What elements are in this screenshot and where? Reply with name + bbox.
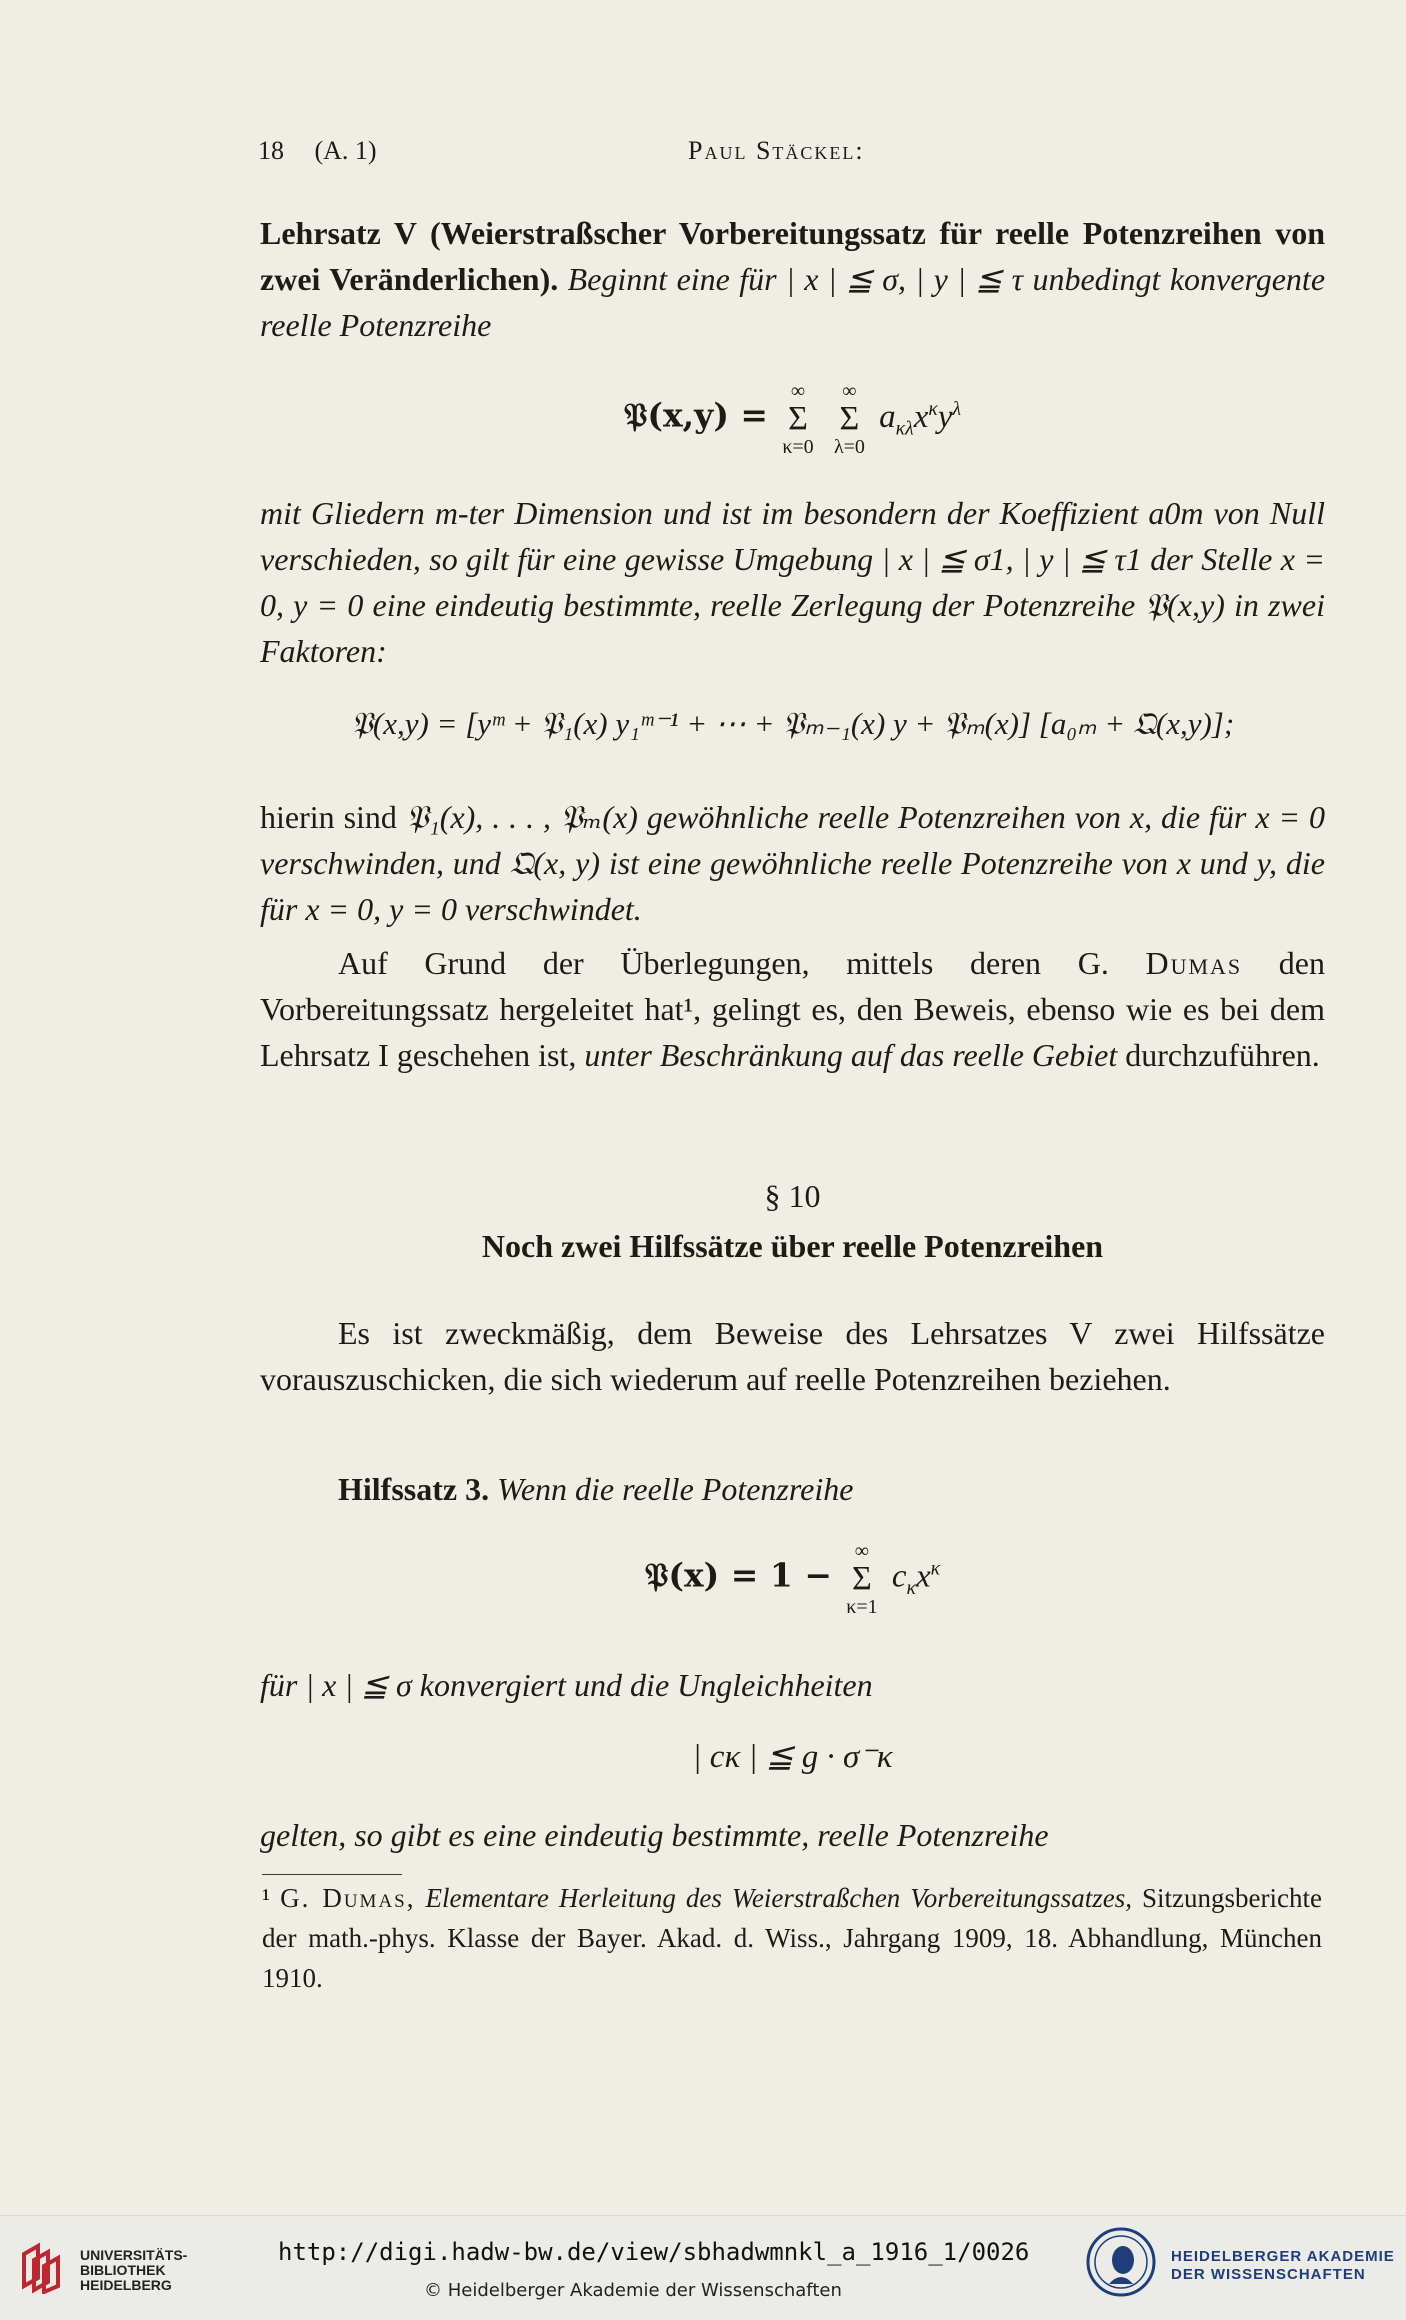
theorem-5-intro: Beginnt eine für | x | ≦ σ, | y | ≦ τ unbedingt konvergente reelle Potenzreihe [260,261,1326,343]
sum-kappa: ∞ Σ κ=0 [782,380,814,458]
lemma-3-conclusion: gelten, so gibt es eine eindeutig bestimmte, reelle Potenzreihe [260,1817,1049,1853]
theorem-5-factorization-formula: 𝔓(x,y) = [yᵐ + 𝔓₁(x) y₁ᵐ⁻¹ + ⋯ + 𝔓ₘ₋₁(x) y + 𝔓ₘ(x)] [a₀ₘ + 𝔔(x,y)]; [350,706,1235,741]
library-name: UNIVERSITÄTS- BIBLIOTHEK HEIDELBERG [80,2247,188,2293]
author-dumas: Dumas [1145,945,1243,981]
section-title: Noch zwei Hilfssätze über reelle Potenzreihen [481,1228,1104,1264]
theorem-5-label: Lehrsatz V (Weierstraßscher Vorbereitungssatz für reelle Potenzreihen von zwei Veränderlichen). [260,215,1325,297]
library-logo-icon [18,2242,70,2294]
section-number: § 10 [764,1178,821,1214]
paragraph-lemmas-intro: Es ist zweckmäßig, dem Beweise des Lehrsatzes V zwei Hilfssätze vorauszuschicken, die sich wiederum auf reelle Potenzreihen beziehen. [260,1315,1325,1397]
running-author: Paul Stäckel: [688,136,865,165]
formula-term: $a_{\kappa\lambda}x^\kappa y^\lambda$ [879,397,962,440]
theorem-5-conclusion: hierin sind 𝔓₁(x), . . . , 𝔓ₘ(x) gewöhnliche reelle Potenzreihen von x, die für x = 0 verschwinden, und 𝔔(x, y) ist eine gewöhnliche reelle Potenzreihe von x und y, die für x = 0, y = 0 verschwindet. [260,799,1326,927]
academy-name: HEIDELBERGER AKADEMIE DER WISSENSCHAFTEN [1171,2248,1395,2283]
section-reference: (A. 1) [314,136,377,165]
library-logo[interactable] [18,2232,188,2304]
lemma-3-series-formula: 𝔓(x) = 1 − ∞ Σ κ=1 $c_\kappa x^\kappa$ [644,1540,941,1618]
academy-seal-icon [1085,2226,1157,2298]
paragraph-dumas: Auf Grund der Überlegungen, mittels deren G. Dumas den Vorbereitungssatz hergeleitet hat¹, gelingt es, den Beweis, ebenso wie es bei dem Lehrsatz I geschehen ist, unter Beschränkung auf das reelle Gebiet durchzuführen. [260,945,1326,1073]
running-header [258,136,1308,166]
lemma-3-convergence: für | x | ≦ σ konvergiert und die Ungleichheiten [260,1667,873,1703]
theorem-5-series-formula [260,380,1325,458]
footnote-rule [262,1874,402,1875]
lemma-3-statement: Hilfssatz 3. Wenn die reelle Potenzreihe [338,1471,854,1507]
theorem-5-body: mit Gliedern m-ter Dimension und ist im besondern der Koeffizient a0m von Null verschieden, so gilt für eine gewisse Umgebung | x | ≦ σ1, | y | ≦ τ1 der Stelle x = 0, y = 0 eine eindeutig bestimmte, reelle Zerlegung der Potenzreihe 𝔓(x,y) in zwei Faktoren: [260,495,1325,669]
theorem-5-statement [260,210,1325,348]
academy-logo[interactable] [1085,2226,1405,2306]
page-number: 18 [258,136,284,165]
formula-lhs: 𝔓(x,y) = [623,395,769,435]
lemma-3-label: Hilfssatz 3. [338,1471,490,1507]
copyright-notice: © Heidelberger Akademie der Wissenschaften [424,2280,842,2301]
permalink-url[interactable]: http://digi.hadw-bw.de/view/sbhadwmnkl_a_1916_1/0026 [278,2238,1030,2266]
sum-lambda: ∞ Σ λ=0 [833,380,865,458]
footnote: ¹ G. Dumas, Elementare Herleitung des Weierstraßchen Vorbereitungssatzes, Sitzungsberichte der math.-phys. Klasse der Bayer. Akad. d. Wiss., Jahrgang 1909, 18. Abhandlung, München 1910. [262,1883,1322,1993]
sum-kappa-1: ∞ Σ κ=1 [846,1540,878,1618]
lemma-3-inequality: | cκ | ≦ g · σ⁻κ [692,1739,893,1775]
